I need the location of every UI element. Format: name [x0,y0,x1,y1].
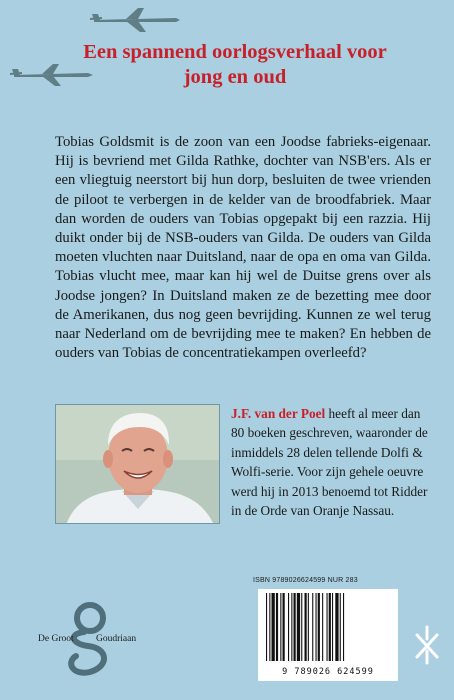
headline [40,40,430,90]
barcode [258,589,398,681]
publisher-name-1: De Groot [38,634,74,644]
publisher-name-2: Goudriaan [96,634,137,644]
author-bio-text: heeft al meer dan 80 boeken geschreven, waaronder de inmiddels 28 delen tellende Dolfi & Wolfi-serie. Voor zijn gehele oeuvre werd hij in 2013 benoemd tot Ridder in de Orde van Oranje Nassau. [231,406,428,519]
author-name: J.F. van der Poel [231,406,326,421]
blurb-text: Tobias Goldsmit is de zoon van een Joodse fabrieks-eigenaar. Hij is bevriend met Gilda Rathke, dochter van NSB'ers. Als er een vliegtuig neerstort bij hun dorp, besluiten de twee vrienden de piloot te verbergen in de kelder van de broodfabriek. Maar dan worden de ouders van Tobias opgepakt bij een razzia. Hij duikt onder bij de NSB-ouders van Gilda. De ouders van Gilda moeten vluchten naar Duitsland, naar de opa en oma van Gilda. Tobias vlucht mee, maar kan hij wel de Duitse grens over als Joodse jongen? In Duitsland maken ze de bezetting mee door de Amerikanen, dus nog geen bevrijding. Kunnen ze wel terug naar Nederland om de bevrijding mee te maken? En hebben de ouders van Tobias de concentratiekampen overleefd? [55,134,431,362]
airplane-icon [88,6,183,34]
author-photo [55,404,220,524]
isbn-label: ISBN 9789026624599 NUR 283 [253,577,358,584]
star-icon [414,625,440,669]
barcode-digits: 9 789026 624599 [282,667,374,677]
publisher-logo [38,596,137,686]
author-bio [231,404,431,520]
headline-line-2: jong en oud [183,66,287,88]
headline-line-1: Een spannend oorlogsverhaal voor [83,41,387,63]
